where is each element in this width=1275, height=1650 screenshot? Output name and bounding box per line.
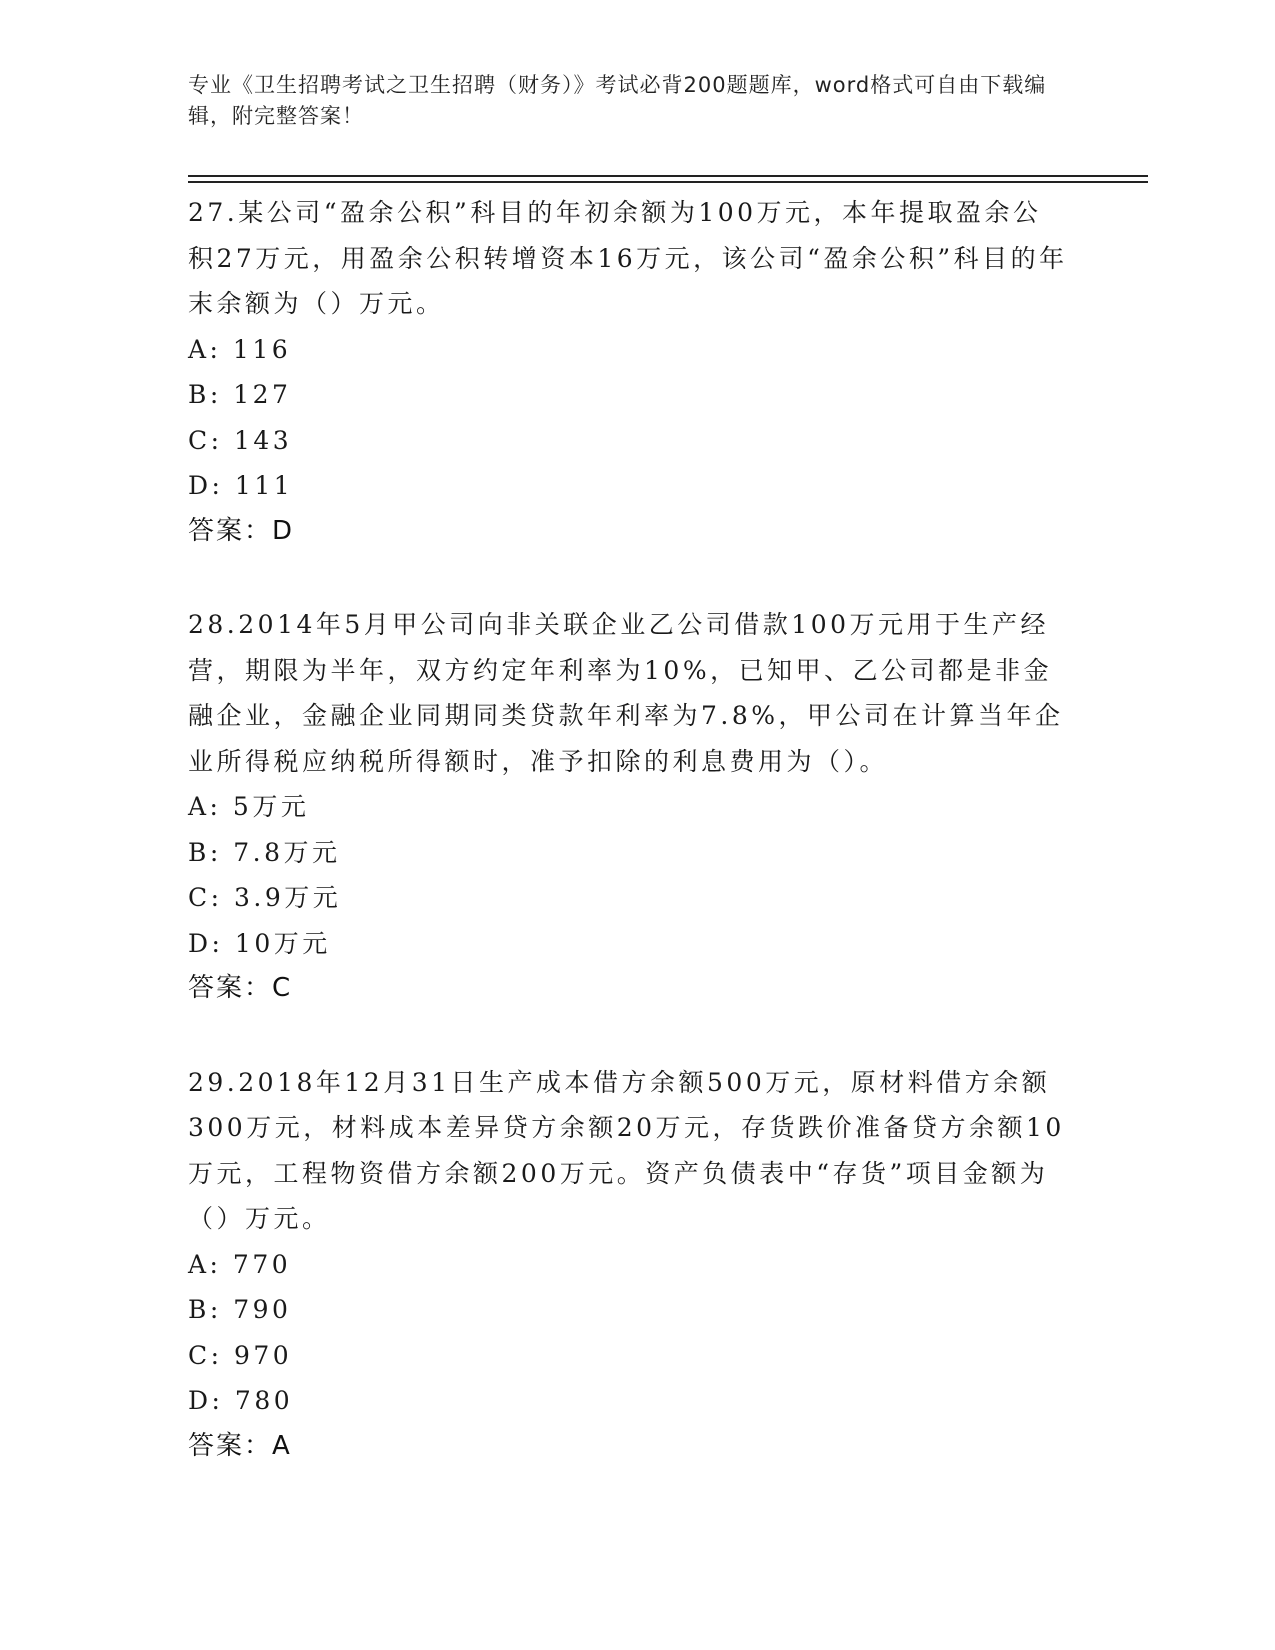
option-a: A: 5万元: [188, 792, 310, 821]
answer-label: 答案：D: [188, 515, 295, 546]
answer-label: 答案：A: [188, 1430, 292, 1461]
header-divider-bottom: [188, 181, 1148, 183]
answer-label: 答案：C: [188, 973, 293, 1003]
option-b: B: 7.8万元: [188, 837, 341, 867]
question-28: [188, 602, 1068, 1012]
option-a: A: 116: [188, 334, 292, 364]
question-27: [188, 190, 1068, 554]
option-d: D: 780: [188, 1386, 294, 1415]
question-stem: 29.2018年12月31日生产成本借方余额500万元，原材料借方余额300万元，材料成本差异贷方余额20万元，存货跌价准备贷方余额10万元，工程物资借方余额200万元。资产负债表中“存货”项目金额为（）万元。: [188, 1067, 1065, 1233]
option-c: C: 3.9万元: [188, 883, 342, 912]
option-b: B: 127: [188, 380, 292, 409]
question-stem: 27.某公司“盈余公积”科目的年初余额为100万元，本年提取盈余公积27万元，用盈余公积转增资本16万元，该公司“盈余公积”科目的年末余额为（）万元。: [188, 198, 1068, 318]
question-stem: 28.2014年5月甲公司向非关联企业乙公司借款100万元用于生产经营，期限为半年，双方约定年利率为10%，已知甲、乙公司都是非金融企业，金融企业同期同类贷款年利率为7.8%，甲公司在计算当年企业所得税应纳税所得额时，准予扣除的利息费用为（）。: [188, 610, 1064, 776]
header-divider-top: [188, 175, 1148, 177]
option-a: A: 770: [188, 1249, 292, 1279]
option-c: C: 970: [188, 1340, 293, 1370]
question-29: [188, 1060, 1068, 1470]
option-d: D: 10万元: [188, 928, 331, 958]
question-list: [188, 190, 1068, 1517]
option-d: D: 111: [188, 471, 294, 500]
document-title: 专业《卫生招聘考试之卫生招聘（财务）》考试必背200题题库，word格式可自由下载编辑，附完整答案！: [188, 73, 1047, 128]
option-b: B: 790: [188, 1295, 292, 1324]
option-c: C: 143: [188, 425, 293, 455]
